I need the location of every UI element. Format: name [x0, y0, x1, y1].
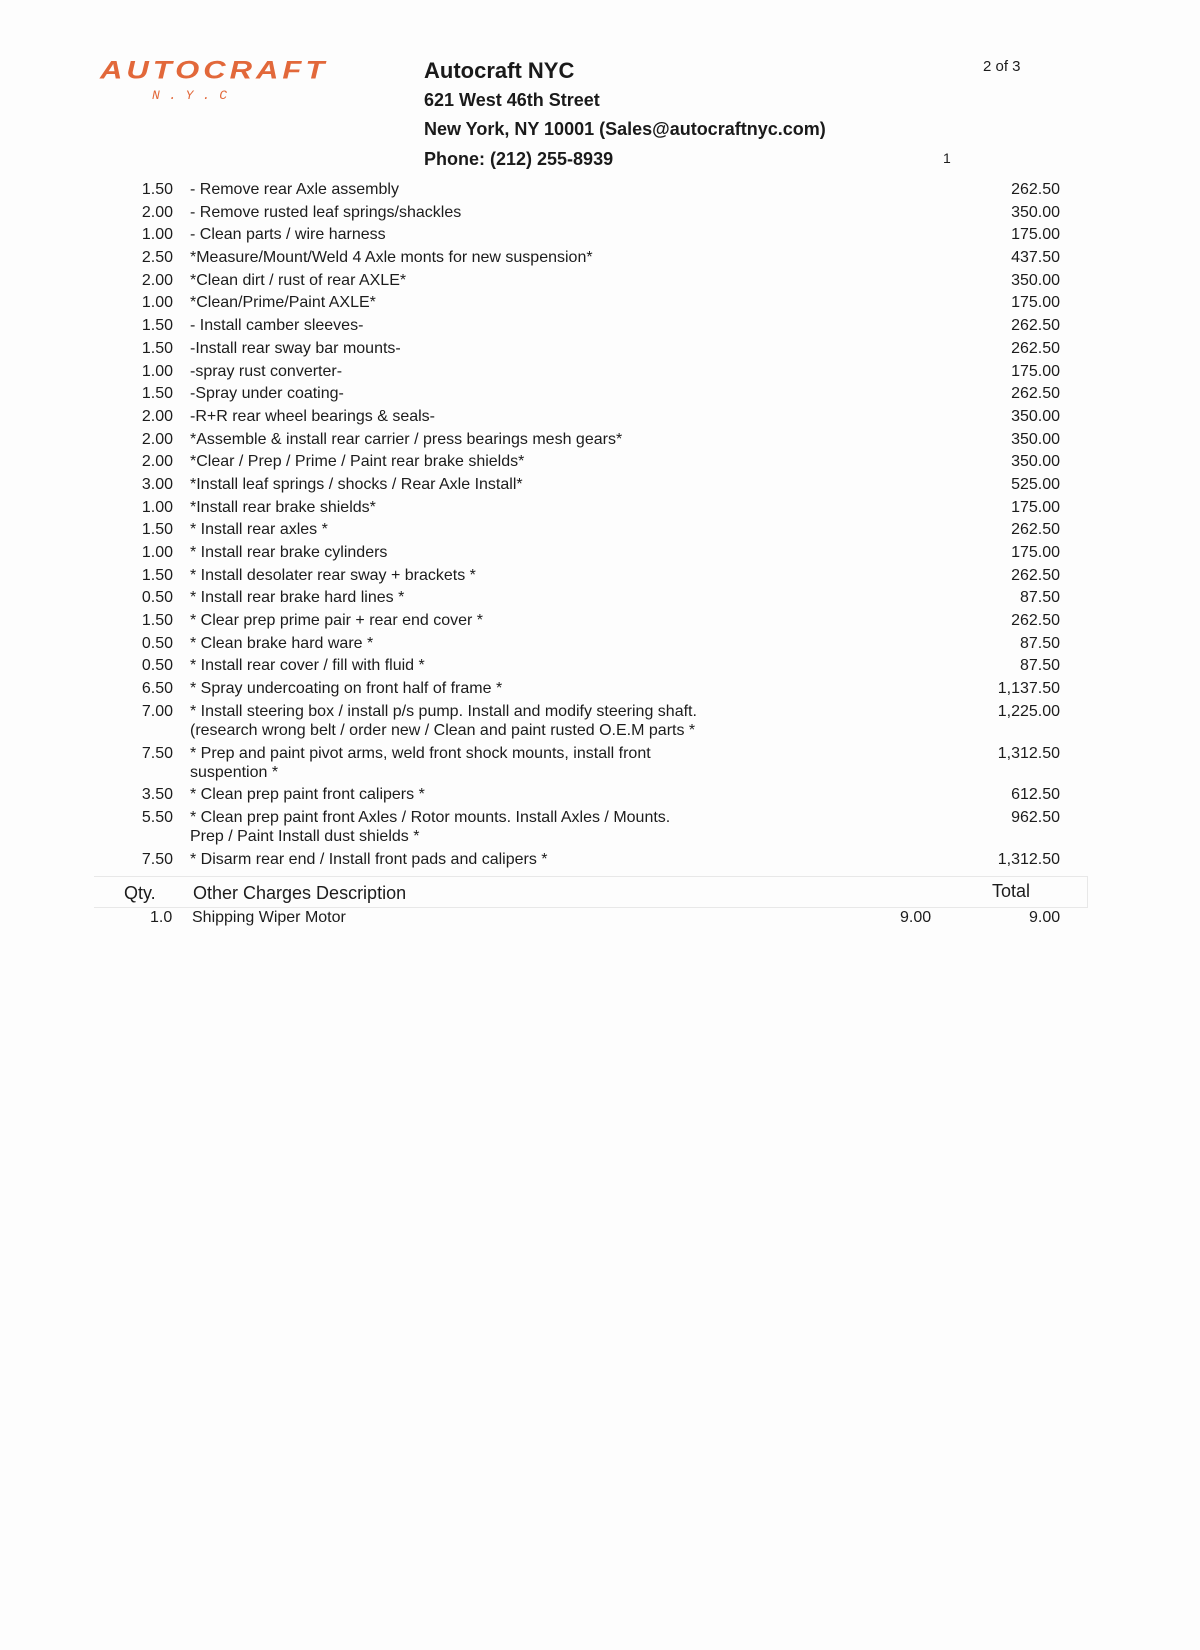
- company-phone: Phone: (212) 255-8939: [424, 149, 614, 169]
- labor-item-row: [120, 203, 1060, 222]
- labor-item-amount: 1,225.00: [997, 702, 1060, 720]
- labor-item-qty: 7.00: [141, 702, 173, 720]
- labor-item-qty: 2.00: [141, 407, 173, 425]
- labor-item-qty: 0.50: [141, 657, 173, 675]
- labor-item-description: - Clean parts / wire harness: [190, 226, 386, 244]
- labor-item-row: [120, 656, 1060, 675]
- labor-item-description: *Clean/Prime/Paint AXLE*: [190, 294, 376, 312]
- labor-item-description: * Disarm rear end / Install front pads and calipers *: [190, 850, 548, 868]
- labor-item-amount: 1,312.50: [997, 850, 1060, 868]
- page-marker: 1: [943, 150, 951, 166]
- labor-item-amount: 350.00: [1011, 203, 1060, 221]
- labor-item-qty: 1.50: [141, 181, 173, 198]
- labor-item-amount: 437.50: [1011, 249, 1060, 267]
- labor-item-description: * Spray undercoating on front half of frame *: [190, 680, 503, 698]
- labor-item-description: * Install rear brake cylinders: [190, 544, 388, 561]
- labor-item-row: [120, 225, 1060, 244]
- labor-item-row: [120, 588, 1060, 607]
- labor-item-description: * Install desolater rear sway + brackets *: [190, 566, 476, 584]
- labor-item-amount: 262.50: [1011, 317, 1060, 335]
- labor-item-amount: 175.00: [1011, 362, 1060, 380]
- header-total: Total: [992, 881, 1031, 901]
- labor-item-amount: 175.00: [1011, 544, 1060, 561]
- labor-item-amount: 262.50: [1011, 385, 1060, 403]
- other-charge-description: Shipping Wiper Motor: [192, 909, 346, 926]
- labor-item-qty: 2.50: [141, 249, 173, 267]
- page-indicator: 2 of 3: [983, 58, 1021, 75]
- labor-item-amount: 175.00: [1011, 294, 1060, 312]
- labor-item-amount: 1,137.50: [997, 680, 1060, 698]
- labor-item-qty: 0.50: [141, 634, 173, 652]
- labor-item-qty: 1.00: [141, 294, 173, 312]
- labor-item-description: -Install rear sway bar mounts-: [190, 339, 401, 357]
- labor-item-description: - Remove rear Axle assembly: [190, 181, 399, 198]
- labor-item-description: * Prep and paint pivot arms, weld front shock mounts, install front suspention *: [190, 744, 651, 781]
- labor-item-row: [120, 293, 1060, 312]
- labor-item-row: [120, 271, 1060, 290]
- logo: AUTOCRAFT: [100, 56, 329, 84]
- labor-item-description: * Clean prep paint front calipers *: [190, 786, 425, 804]
- other-charges-header: [94, 876, 1088, 908]
- labor-item-amount: 87.50: [1019, 657, 1060, 675]
- header-qty: Qty.: [124, 883, 156, 903]
- labor-item-amount: 612.50: [1011, 786, 1060, 804]
- header-description: Other Charges Description: [193, 883, 407, 903]
- labor-item-row: [120, 702, 1060, 740]
- labor-item-qty: 1.00: [141, 226, 173, 244]
- labor-item-row: [120, 543, 1060, 562]
- labor-item-amount: 87.50: [1019, 589, 1060, 607]
- labor-item-row: [120, 362, 1060, 381]
- labor-item-row: [120, 611, 1060, 630]
- labor-item-description: * Install rear brake hard lines *: [190, 589, 405, 607]
- labor-item-description: *Assemble & install rear carrier / press bearings mesh gears*: [190, 430, 623, 448]
- labor-item-description: *Install rear brake shields*: [190, 498, 376, 516]
- labor-item-qty: 2.00: [141, 430, 173, 448]
- labor-item-qty: 5.50: [141, 808, 173, 826]
- labor-item-qty: 1.00: [141, 362, 173, 380]
- labor-item-description: * Clean prep paint front Axles / Rotor mounts. Install Axles / Mounts. Prep / Paint Install dust shields *: [190, 808, 671, 845]
- labor-item-description: *Install leaf springs / shocks / Rear Axle Install*: [190, 475, 523, 493]
- company-address-line2: New York, NY 10001 (Sales@autocraftnyc.com): [424, 119, 826, 139]
- labor-item-row: [120, 808, 1060, 846]
- labor-item-qty: 1.00: [141, 544, 173, 561]
- labor-item-qty: 1.00: [141, 498, 173, 516]
- labor-item-amount: 350.00: [1011, 453, 1060, 471]
- labor-item-qty: 2.00: [141, 203, 173, 221]
- labor-item-amount: 175.00: [1011, 226, 1060, 244]
- labor-item-row: [120, 452, 1060, 471]
- labor-item-amount: 350.00: [1011, 430, 1060, 448]
- labor-item-row: [120, 248, 1060, 267]
- labor-item-qty: 7.50: [141, 850, 173, 868]
- labor-item-row: [120, 339, 1060, 358]
- labor-item-qty: 1.50: [141, 521, 173, 539]
- company-name: Autocraft NYC: [424, 58, 575, 83]
- labor-item-row: [120, 634, 1060, 653]
- labor-item-row: [120, 744, 1060, 782]
- labor-item-amount: 262.50: [1011, 521, 1060, 539]
- logo-subtitle: N.Y.C: [152, 88, 237, 103]
- labor-item-description: -Spray under coating-: [190, 385, 344, 403]
- labor-item-description: *Clean dirt / rust of rear AXLE*: [190, 271, 407, 289]
- labor-item-qty: 1.50: [141, 385, 173, 403]
- labor-item-row: [120, 316, 1060, 335]
- labor-item-description: * Install steering box / install p/s pump. Install and modify steering shaft. (research wrong belt / order new / Clean and paint rusted O.E.M parts *: [190, 702, 697, 739]
- labor-item-description: - Install camber sleeves-: [190, 317, 364, 335]
- labor-item-amount: 525.00: [1011, 475, 1060, 493]
- labor-item-qty: 3.00: [141, 475, 173, 493]
- labor-item-description: * Clean brake hard ware *: [190, 634, 374, 652]
- labor-item-description: *Clear / Prep / Prime / Paint rear brake shields*: [190, 453, 525, 471]
- labor-item-row: [120, 180, 1060, 199]
- labor-item-amount: 350.00: [1011, 271, 1060, 289]
- labor-item-description: * Clear prep prime pair + rear end cover *: [190, 612, 484, 630]
- labor-item-amount: 962.50: [1011, 808, 1060, 826]
- labor-item-description: * Install rear axles *: [190, 521, 328, 539]
- labor-item-description: -spray rust converter-: [190, 362, 343, 380]
- labor-item-row: [120, 384, 1060, 403]
- labor-item-amount: 262.50: [1011, 566, 1060, 584]
- labor-item-amount: 262.50: [1011, 181, 1060, 198]
- labor-item-row: [120, 430, 1060, 449]
- labor-item-amount: 262.50: [1011, 612, 1060, 630]
- other-charge-unit-price: 9.00: [900, 909, 932, 926]
- labor-item-description: * Install rear cover / fill with fluid *: [190, 657, 425, 675]
- labor-item-amount: 1,312.50: [997, 744, 1060, 762]
- labor-item-row: [120, 679, 1060, 698]
- labor-item-qty: 7.50: [141, 744, 173, 762]
- other-charge-qty: 1.0: [150, 909, 173, 926]
- labor-item-description: - Remove rusted leaf springs/shackles: [190, 203, 462, 221]
- labor-item-amount: 87.50: [1019, 634, 1060, 652]
- labor-item-qty: 2.00: [141, 453, 173, 471]
- labor-item-qty: 3.50: [141, 786, 173, 804]
- labor-item-amount: 175.00: [1011, 498, 1060, 516]
- labor-item-row: [120, 566, 1060, 585]
- labor-item-qty: 1.50: [141, 612, 173, 630]
- labor-item-amount: 262.50: [1011, 339, 1060, 357]
- labor-item-row: [120, 520, 1060, 539]
- labor-item-row: [120, 850, 1060, 869]
- labor-item-row: [120, 475, 1060, 494]
- other-charge-total: 9.00: [1029, 909, 1061, 926]
- labor-item-qty: 0.50: [141, 589, 173, 607]
- labor-item-row: [120, 498, 1060, 517]
- labor-item-row: [120, 785, 1060, 804]
- labor-item-qty: 1.50: [141, 317, 173, 335]
- labor-item-qty: 1.50: [141, 339, 173, 357]
- labor-item-description: *Measure/Mount/Weld 4 Axle monts for new suspension*: [190, 249, 593, 267]
- labor-item-qty: 2.00: [141, 271, 173, 289]
- labor-item-amount: 350.00: [1011, 407, 1060, 425]
- labor-item-description: -R+R rear wheel bearings & seals-: [190, 407, 435, 425]
- company-address-line1: 621 West 46th Street: [424, 90, 600, 110]
- labor-item-qty: 6.50: [141, 680, 173, 698]
- labor-item-row: [120, 407, 1060, 426]
- labor-items-list: [120, 180, 1060, 872]
- labor-item-qty: 1.50: [141, 566, 173, 584]
